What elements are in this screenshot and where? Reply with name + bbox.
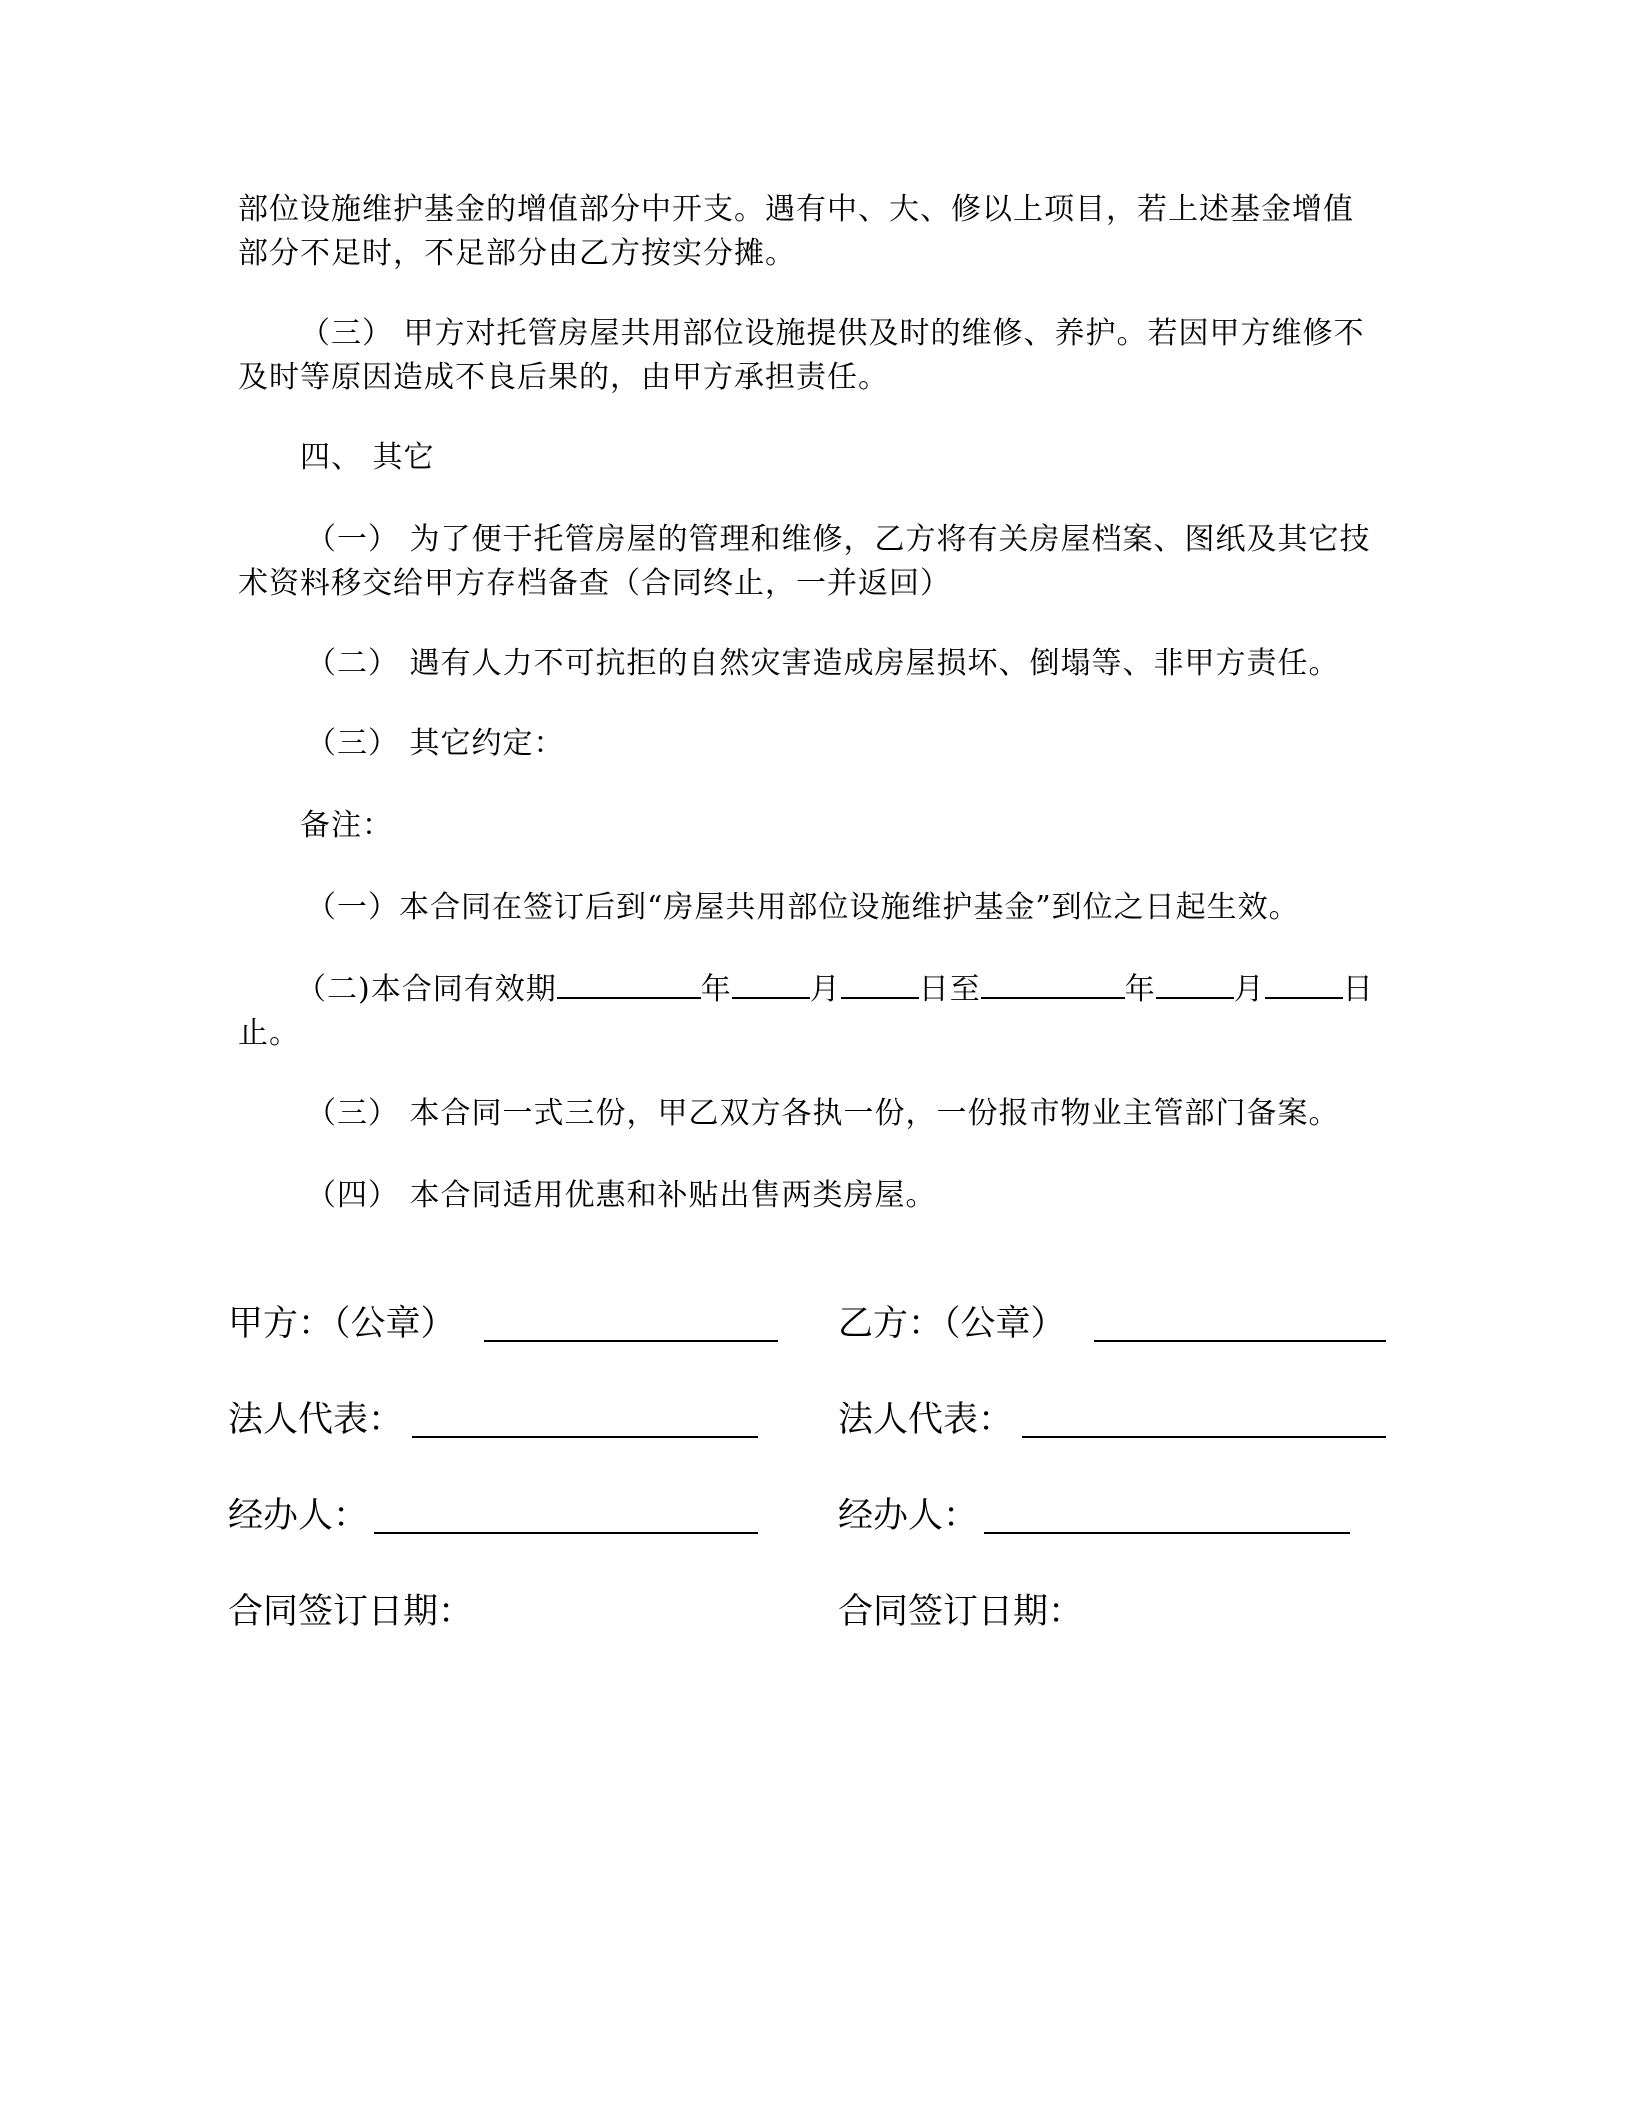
section-4-item-1-line-2: 术资料移交给甲方存档备查（合同终止，一并返回） <box>238 566 951 601</box>
party-a-legal-rep-label: 法人代表： <box>228 1400 404 1440</box>
notes-item-2-year: 年 <box>700 972 732 1007</box>
blank-end-month[interactable] <box>1156 969 1234 999</box>
blank-end-year[interactable] <box>981 969 1125 999</box>
notes-item-4: （四） 本合同适用优惠和补贴出售两类房屋。 <box>306 1178 937 1213</box>
party-b-date-label: 合同签订日期： <box>838 1592 1084 1632</box>
notes-item-2-day2: 日 <box>1342 972 1374 1007</box>
party-a-date-label: 合同签订日期： <box>228 1592 474 1632</box>
section-4-heading: 四、 其它 <box>300 440 435 475</box>
party-b-handler-label: 经办人： <box>838 1496 979 1536</box>
notes-item-2-year2: 年 <box>1124 972 1156 1007</box>
notes-item-2-line-1 <box>296 968 1374 1012</box>
party-b-legal-rep-line[interactable] <box>1022 1436 1386 1438</box>
party-b-seal-label: 乙方：（公章） <box>838 1304 1066 1344</box>
blank-end-day[interactable] <box>1265 969 1343 999</box>
intro-line-2: 部分不足时，不足部分由乙方按实分摊。 <box>238 236 796 271</box>
party-b-legal-rep-label: 法人代表： <box>838 1400 1014 1440</box>
notes-heading: 备注： <box>300 808 393 843</box>
section-4-item-1-line-1: （一） 为了便于托管房屋的管理和维修，乙方将有关房屋档案、图纸及其它技 <box>306 522 1371 557</box>
blank-start-day[interactable] <box>841 969 919 999</box>
party-b-seal-line[interactable] <box>1094 1340 1386 1342</box>
party-a-seal-label: 甲方：（公章） <box>228 1304 456 1344</box>
party-a-handler-line[interactable] <box>374 1532 758 1534</box>
notes-item-2-month: 月 <box>809 972 841 1007</box>
notes-item-2-line-2: 止。 <box>238 1016 300 1051</box>
blank-start-year[interactable] <box>557 969 701 999</box>
notes-item-2-month2: 月 <box>1233 972 1265 1007</box>
intro-line-1: 部位设施维护基金的增值部分中开支。遇有中、大、修以上项目，若上述基金增值 <box>238 192 1354 227</box>
party-a-legal-rep-line[interactable] <box>412 1436 758 1438</box>
clause-3-line-1: （三） 甲方对托管房屋共用部位设施提供及时的维修、养护。若因甲方维修不 <box>300 316 1365 351</box>
notes-item-2-day-to: 日至 <box>918 972 981 1007</box>
notes-item-1: （一）本合同在签订后到“房屋共用部位设施维护基金”到位之日起生效。 <box>306 890 1300 925</box>
party-a-handler-label: 经办人： <box>228 1496 369 1536</box>
party-b-handler-line[interactable] <box>984 1532 1350 1534</box>
blank-start-month[interactable] <box>732 969 810 999</box>
section-4-item-3: （三） 其它约定： <box>306 726 565 761</box>
section-4-item-2: （二） 遇有人力不可抗拒的自然灾害造成房屋损坏、倒塌等、非甲方责任。 <box>306 646 1340 681</box>
notes-item-3: （三） 本合同一式三份，甲乙双方各执一份，一份报市物业主管部门备案。 <box>306 1096 1340 1131</box>
notes-item-2-prefix: （二)本合同有效期 <box>296 972 557 1007</box>
clause-3-line-2: 及时等原因造成不良后果的，由甲方承担责任。 <box>238 360 889 395</box>
party-a-seal-line[interactable] <box>484 1340 778 1342</box>
